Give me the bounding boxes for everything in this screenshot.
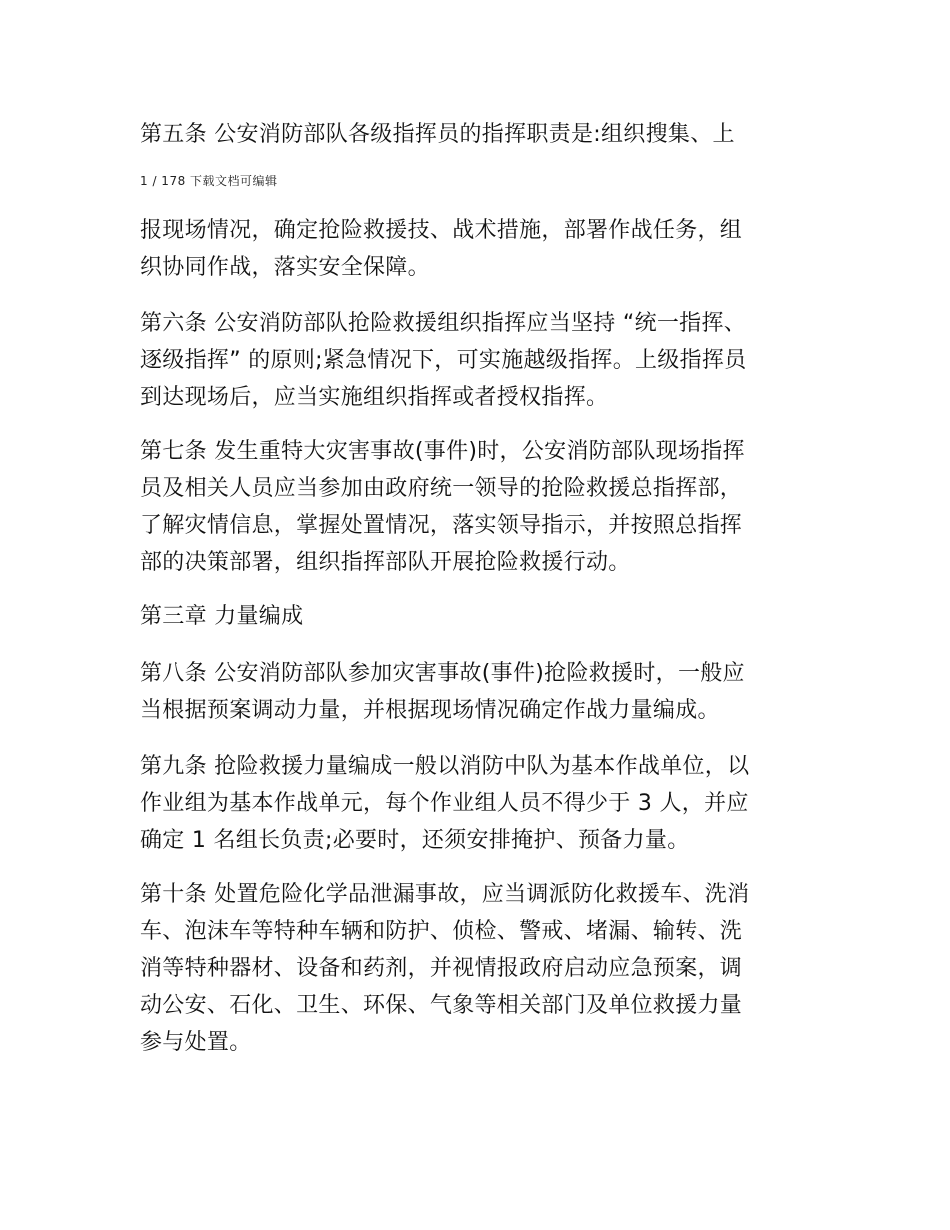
article-5-heading [140, 116, 820, 153]
article-5-continuation [140, 212, 820, 286]
article-9 [140, 748, 820, 859]
text-line: 到达现场后，应当实施组织指挥或者授权指挥。 [140, 385, 609, 410]
text-line: 动公安、石化、卫生、环保、气象等相关部门及单位救援力量 [140, 993, 743, 1018]
page-counter: 1 / 178 [140, 174, 186, 188]
text-line: 参与处置。 [140, 1030, 252, 1055]
article-6 [140, 305, 820, 416]
download-label: 下载文档可编辑 [190, 174, 278, 188]
text-line: 车、泡沫车等特种车辆和防护、侦检、警戒、堵漏、输转、洗 [140, 919, 743, 944]
text-line: 部的决策部署，组织指挥部队开展抢险救援行动。 [140, 550, 631, 575]
text-line: 第十条 处置危险化学品泄漏事故，应当调派防化救援车、洗消 [140, 882, 750, 907]
text-line: 报现场情况，确定抢险救援技、战术措施，部署作战任务，组 [140, 218, 743, 243]
text-line: 织协同作战，落实安全保障。 [140, 255, 430, 280]
text-line: 确定 1 名组长负责;必要时，还须安排掩护、预备力量。 [140, 828, 690, 853]
chapter-3-heading [140, 598, 820, 635]
article-8 [140, 655, 820, 729]
text-line: 逐级指挥” 的原则;紧急情况下，可实施越级指挥。上级指挥员 [140, 348, 747, 373]
text-line: 作业组为基本作战单元，每个作业组人员不得少于 3 人，并应 [140, 791, 749, 816]
text-line: 第五条 公安消防部队各级指挥员的指挥职责是:组织搜集、上 [140, 122, 735, 147]
text-line: 员及相关人员应当参加由政府统一领导的抢险救援总指挥部， [140, 476, 743, 501]
article-10 [140, 876, 820, 1061]
text-line: 第七条 发生重特大灾害事故(事件)时，公安消防部队现场指挥 [140, 439, 745, 464]
text-line: 第九条 抢险救援力量编成一般以消防中队为基本作战单位，以 [140, 754, 750, 779]
article-7 [140, 433, 820, 581]
text-line: 第六条 公安消防部队抢险救援组织指挥应当坚持 “统一指挥、 [140, 311, 747, 336]
text-line: 消等特种器材、设备和药剂，并视情报政府启动应急预案，调 [140, 956, 743, 981]
page-footer [140, 172, 278, 190]
text-line: 了解灾情信息，掌握处置情况，落实领导指示，并按照总指挥 [140, 513, 743, 538]
text-line: 当根据预案调动力量，并根据现场情况确定作战力量编成。 [140, 698, 720, 723]
text-line: 第三章 力量编成 [140, 604, 304, 629]
text-line: 第八条 公安消防部队参加灾害事故(事件)抢险救援时，一般应 [140, 661, 745, 686]
